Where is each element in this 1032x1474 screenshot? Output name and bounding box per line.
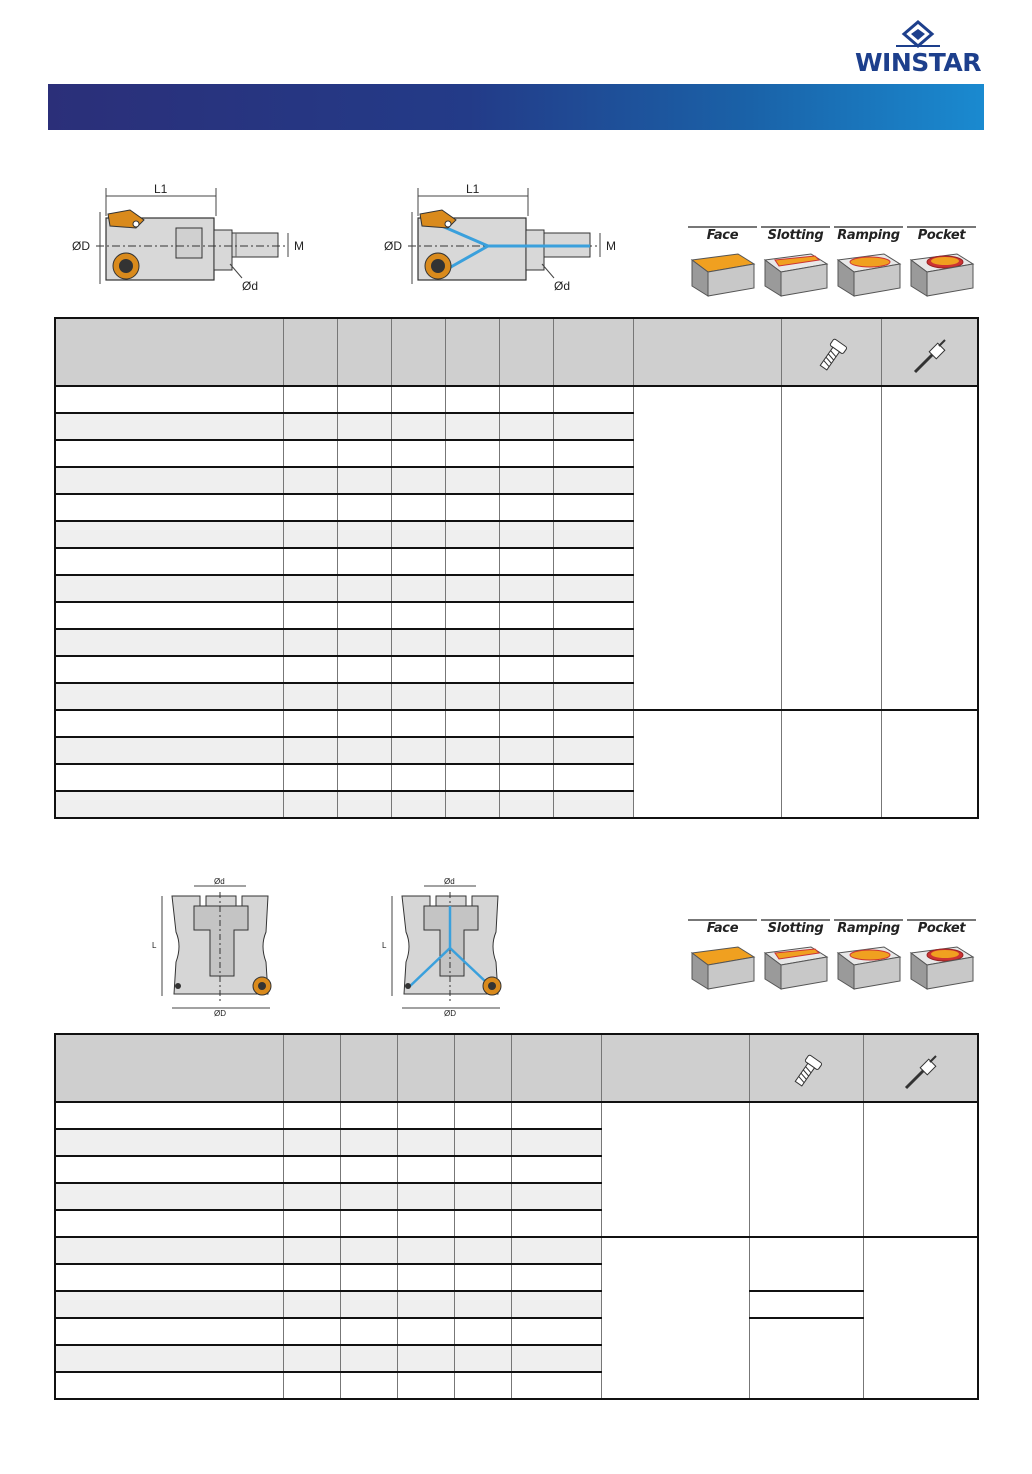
shell-mill-diagram-b [380, 872, 510, 1018]
table-cell [445, 467, 499, 494]
table-cell [337, 548, 391, 575]
dim-od-label: ØD [72, 239, 90, 253]
table-cell [445, 656, 499, 683]
table-cell [391, 413, 445, 440]
table-cell [397, 1345, 454, 1372]
table-cell [55, 521, 283, 548]
table-cell [445, 710, 499, 737]
table-cell [391, 440, 445, 467]
table-cell [553, 683, 633, 710]
table-cell [340, 1291, 397, 1318]
table-row [55, 710, 978, 737]
col-header-screw [781, 318, 881, 386]
table-cell [55, 764, 283, 791]
table-cell [55, 737, 283, 764]
table-cell [499, 386, 553, 413]
table-cell [511, 1372, 601, 1399]
table-cell [283, 656, 337, 683]
table-cell [391, 575, 445, 602]
operation-face: Face [688, 226, 757, 298]
table-cell [55, 1237, 283, 1264]
spec-table-1 [54, 317, 979, 819]
table-cell [283, 548, 337, 575]
table-cell [391, 467, 445, 494]
table-cell [553, 386, 633, 413]
table-cell [511, 1237, 601, 1264]
table-cell [283, 602, 337, 629]
table-cell [283, 710, 337, 737]
table-cell [445, 548, 499, 575]
brand-wordmark: WINSTAR [854, 48, 982, 77]
table-cell [337, 602, 391, 629]
table-cell [445, 629, 499, 656]
dim-l1-label: L1 [154, 182, 168, 196]
table-cell [55, 1183, 283, 1210]
table-cell [454, 1345, 511, 1372]
table-cell [55, 1102, 283, 1129]
table-cell [337, 737, 391, 764]
table-cell [340, 1237, 397, 1264]
table-cell [553, 737, 633, 764]
face-milling-icon [688, 937, 757, 991]
table-cell [283, 683, 337, 710]
table-cell [454, 1237, 511, 1264]
table-cell [55, 656, 283, 683]
dim-od-label-b: ØD [384, 239, 402, 253]
table-cell [391, 386, 445, 413]
table-cell [499, 656, 553, 683]
screw-group-1 [781, 386, 881, 710]
brand-logo [848, 20, 988, 77]
table-cell [55, 1264, 283, 1291]
table-cell [55, 1129, 283, 1156]
table-cell [340, 1183, 397, 1210]
table-cell [337, 494, 391, 521]
screw2-group-1 [749, 1102, 863, 1237]
operation-pocket: Pocket [907, 226, 976, 298]
screw-icon [813, 338, 849, 376]
table-cell [391, 548, 445, 575]
table-cell [391, 791, 445, 818]
table-cell [55, 629, 283, 656]
table-cell [55, 683, 283, 710]
dim-diameter-label-b: ØD [444, 1009, 456, 1018]
table-cell [511, 1156, 601, 1183]
table-cell [499, 521, 553, 548]
table-cell [445, 440, 499, 467]
table-cell [553, 629, 633, 656]
dim-shank-label-b: Ød [554, 279, 571, 293]
table-cell [553, 521, 633, 548]
table-cell [340, 1210, 397, 1237]
screw2-group-3 [749, 1291, 863, 1318]
key2-group-1 [863, 1102, 978, 1237]
table-cell [55, 602, 283, 629]
dim-bore-label-b: Ød [444, 877, 455, 886]
col2-header-l [397, 1034, 454, 1102]
key-group-2 [881, 710, 978, 818]
col2-header-bore [340, 1034, 397, 1102]
dim-m-label: M [294, 239, 304, 253]
col2-header-d [283, 1034, 340, 1102]
table-cell [454, 1291, 511, 1318]
table-cell [445, 602, 499, 629]
table-cell [499, 629, 553, 656]
table-cell [55, 1372, 283, 1399]
dim-length-label: L [152, 941, 157, 950]
end-mill-diagram-b [378, 180, 628, 298]
pocket-icon [907, 937, 976, 991]
table-cell [499, 791, 553, 818]
table-cell [553, 440, 633, 467]
table-cell [391, 656, 445, 683]
table-cell [499, 467, 553, 494]
table-cell [55, 1156, 283, 1183]
table-cell [454, 1156, 511, 1183]
operations-strip-2 [688, 919, 976, 991]
table-cell [445, 764, 499, 791]
table-cell [55, 386, 283, 413]
table-cell [391, 683, 445, 710]
table-cell [283, 1345, 340, 1372]
table-cell [397, 1291, 454, 1318]
col-header-key [881, 318, 978, 386]
table-cell [499, 710, 553, 737]
table-cell [391, 629, 445, 656]
table-cell [397, 1210, 454, 1237]
table-cell [397, 1129, 454, 1156]
key-group-1 [881, 386, 978, 710]
table-cell [445, 386, 499, 413]
operation-pocket-2: Pocket [907, 919, 976, 991]
table-cell [499, 575, 553, 602]
col-header-z [499, 318, 553, 386]
slotting-icon [761, 244, 830, 298]
table-cell [55, 1345, 283, 1372]
table-cell [55, 440, 283, 467]
table-row [55, 1291, 978, 1318]
table-cell [283, 1318, 340, 1345]
table-cell [283, 791, 337, 818]
ramping-icon [834, 244, 903, 298]
table-cell [337, 629, 391, 656]
table-cell [283, 386, 337, 413]
screw-group-2 [781, 710, 881, 818]
table-cell [55, 1318, 283, 1345]
table-cell [283, 1129, 340, 1156]
screw2-group-2 [749, 1237, 863, 1291]
table-cell [499, 413, 553, 440]
table-cell [397, 1156, 454, 1183]
table-cell [499, 764, 553, 791]
table-cell [499, 494, 553, 521]
table-cell [511, 1345, 601, 1372]
table-row [55, 1102, 978, 1129]
logo-emblem-icon [848, 20, 988, 50]
table-cell [553, 575, 633, 602]
operation-ramping-2: Ramping [834, 919, 903, 991]
col2-header-insert [601, 1034, 749, 1102]
table-cell [511, 1183, 601, 1210]
col-header-d2 [445, 318, 499, 386]
table-cell [337, 710, 391, 737]
table-cell [499, 548, 553, 575]
spec-table-2 [54, 1033, 979, 1400]
table-cell [445, 737, 499, 764]
dim-m-label-b: M [606, 239, 616, 253]
table-cell [55, 548, 283, 575]
table-cell [283, 494, 337, 521]
table-row [55, 386, 978, 413]
table-cell [397, 1237, 454, 1264]
table-cell [337, 521, 391, 548]
table-cell [454, 1264, 511, 1291]
table-cell [283, 413, 337, 440]
dim-bore-label: Ød [214, 877, 225, 886]
table-cell [340, 1129, 397, 1156]
table-cell [553, 602, 633, 629]
table-cell [454, 1210, 511, 1237]
table-cell [55, 467, 283, 494]
table-cell [283, 1291, 340, 1318]
torx-key-icon [909, 338, 949, 376]
operation-slotting-2: Slotting [761, 919, 830, 991]
insert2-group-1 [601, 1102, 749, 1237]
table-cell [499, 440, 553, 467]
end-mill-diagram-a [66, 180, 316, 298]
insert-group-2 [633, 710, 781, 818]
table-cell [283, 1372, 340, 1399]
col2-header-key [863, 1034, 978, 1102]
table-cell [283, 467, 337, 494]
table-cell [391, 602, 445, 629]
operations-strip-1 [688, 226, 976, 298]
table-cell [397, 1264, 454, 1291]
table-cell [283, 1237, 340, 1264]
dim-l1-label-b: L1 [466, 182, 480, 196]
table-cell [454, 1372, 511, 1399]
table-cell [391, 764, 445, 791]
col-header-kg [553, 318, 633, 386]
table-cell [337, 656, 391, 683]
table-row [55, 1318, 978, 1345]
torx-key-icon [900, 1054, 940, 1092]
table-cell [511, 1129, 601, 1156]
table-cell [397, 1102, 454, 1129]
table-cell [553, 710, 633, 737]
table-cell [337, 764, 391, 791]
dim-length-label-b: L [382, 941, 387, 950]
table-cell [397, 1372, 454, 1399]
col2-header-z [454, 1034, 511, 1102]
table-cell [340, 1156, 397, 1183]
table-cell [340, 1264, 397, 1291]
operation-ramping: Ramping [834, 226, 903, 298]
table-cell [511, 1264, 601, 1291]
table-cell [283, 521, 337, 548]
table-cell [283, 1102, 340, 1129]
table-cell [499, 683, 553, 710]
table-cell [55, 413, 283, 440]
table-cell [283, 629, 337, 656]
table-cell [55, 494, 283, 521]
table-cell [283, 1210, 340, 1237]
table-cell [337, 467, 391, 494]
table-cell [445, 791, 499, 818]
table-cell [553, 656, 633, 683]
table-cell [55, 710, 283, 737]
screw-icon [788, 1054, 824, 1092]
table-cell [391, 494, 445, 521]
table-cell [445, 683, 499, 710]
table-cell [511, 1291, 601, 1318]
col-header-m [391, 318, 445, 386]
table-cell [553, 467, 633, 494]
face-milling-icon [688, 244, 757, 298]
table-cell [553, 791, 633, 818]
table-cell [283, 440, 337, 467]
table-cell [391, 521, 445, 548]
table-cell [553, 494, 633, 521]
table-cell [337, 440, 391, 467]
table-row [55, 1237, 978, 1264]
col2-header-screw [749, 1034, 863, 1102]
table-cell [499, 602, 553, 629]
table-cell [454, 1129, 511, 1156]
table-cell [55, 791, 283, 818]
col2-header-model [55, 1034, 283, 1102]
screw2-group-4 [749, 1318, 863, 1399]
table-cell [340, 1372, 397, 1399]
col-header-model [55, 318, 283, 386]
ramping-icon [834, 937, 903, 991]
table-cell [283, 1156, 340, 1183]
table-cell [511, 1102, 601, 1129]
table-cell [445, 494, 499, 521]
dim-diameter-label: ØD [214, 1009, 226, 1018]
col-header-d [283, 318, 337, 386]
table-cell [454, 1183, 511, 1210]
table-cell [454, 1102, 511, 1129]
table-cell [553, 413, 633, 440]
operation-face-2: Face [688, 919, 757, 991]
table-cell [511, 1318, 601, 1345]
table-cell [397, 1183, 454, 1210]
table-cell [337, 413, 391, 440]
header-banner [48, 84, 984, 130]
table-cell [391, 737, 445, 764]
table-cell [454, 1318, 511, 1345]
table-cell [283, 1183, 340, 1210]
table-cell [337, 791, 391, 818]
table-cell [397, 1318, 454, 1345]
table-cell [553, 764, 633, 791]
table-cell [340, 1318, 397, 1345]
dim-shank-label: Ød [242, 279, 259, 293]
key2-group-2 [863, 1237, 978, 1399]
operation-slotting: Slotting [761, 226, 830, 298]
col-header-l [337, 318, 391, 386]
table-cell [445, 413, 499, 440]
table-cell [283, 764, 337, 791]
table-cell [511, 1210, 601, 1237]
table-cell [55, 575, 283, 602]
col-header-insert [633, 318, 781, 386]
insert2-group-2 [601, 1237, 749, 1399]
col2-header-kg [511, 1034, 601, 1102]
slotting-icon [761, 937, 830, 991]
table-cell [55, 1210, 283, 1237]
table-cell [499, 737, 553, 764]
pocket-icon [907, 244, 976, 298]
table-cell [445, 575, 499, 602]
table-cell [337, 386, 391, 413]
insert-group-1 [633, 386, 781, 710]
table-cell [445, 521, 499, 548]
table-cell [340, 1102, 397, 1129]
table-cell [283, 575, 337, 602]
table-cell [55, 1291, 283, 1318]
table-cell [337, 575, 391, 602]
table-cell [337, 683, 391, 710]
table-cell [553, 548, 633, 575]
shell-mill-diagram-a [150, 872, 280, 1018]
table-cell [340, 1345, 397, 1372]
table-cell [283, 737, 337, 764]
table-cell [391, 710, 445, 737]
table-cell [283, 1264, 340, 1291]
